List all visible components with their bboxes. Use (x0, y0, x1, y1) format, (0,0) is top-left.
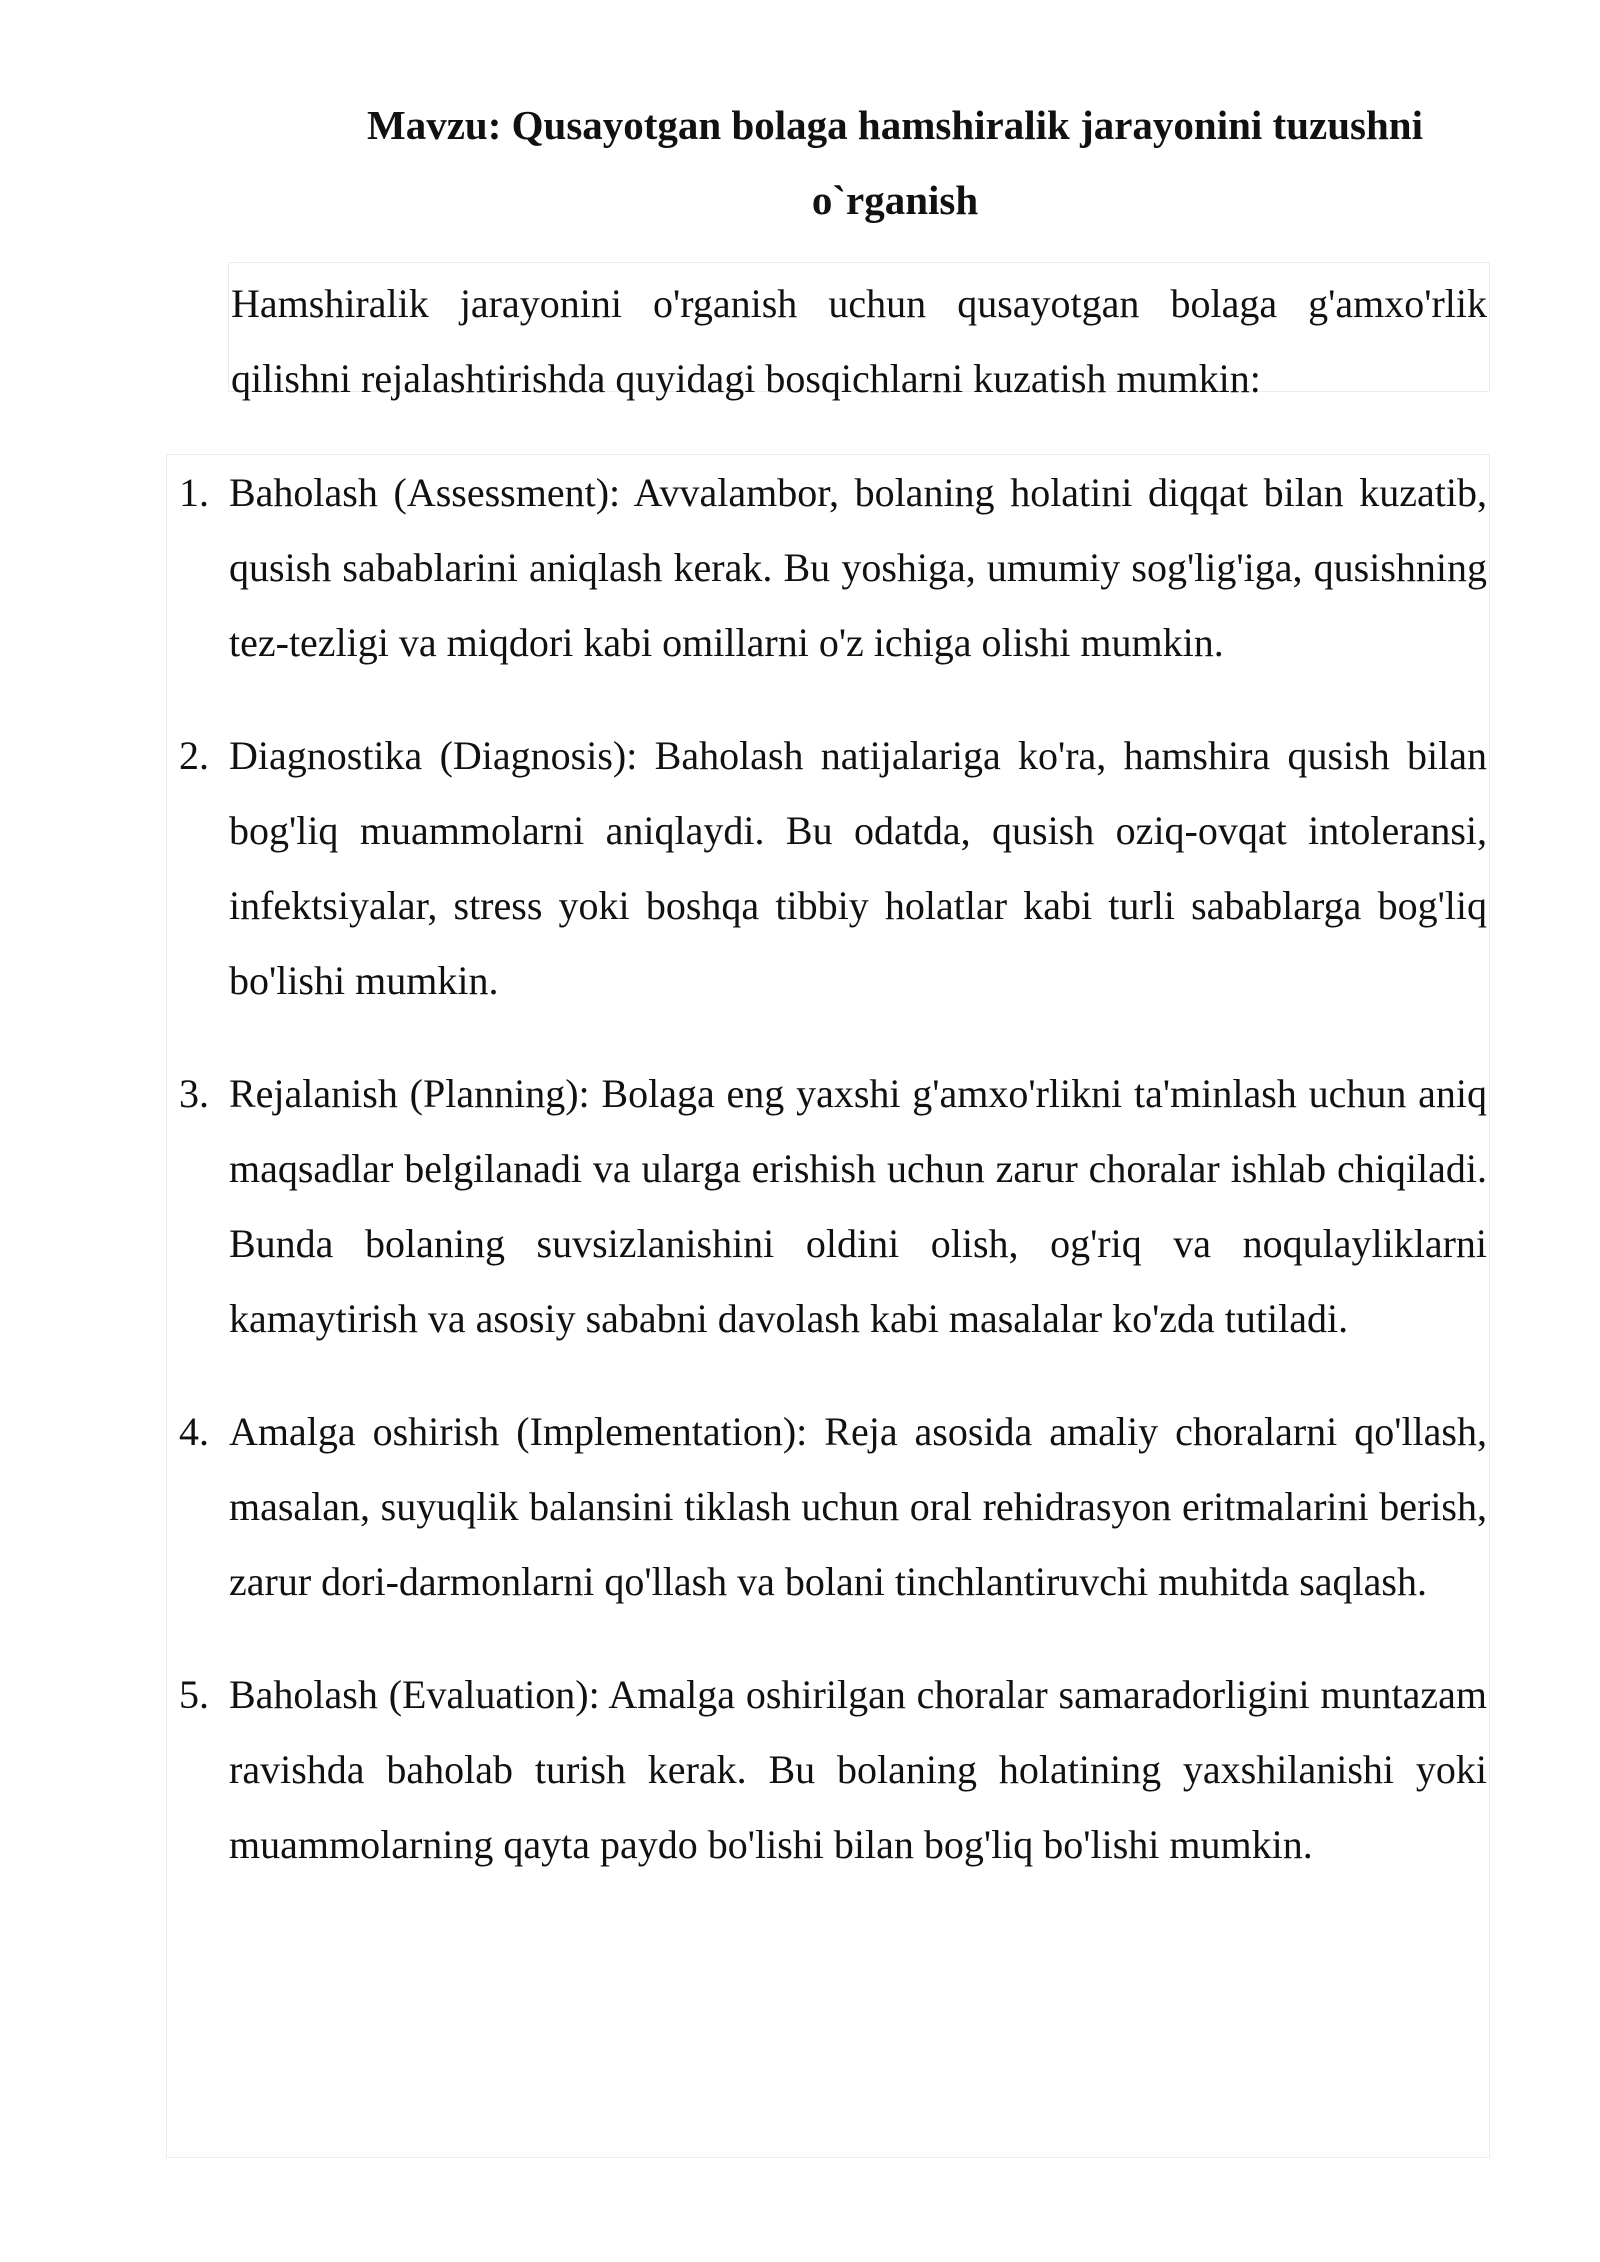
list-item-text: Baholash (Evaluation): Amalga oshirilgan choralar samaradorligini muntazam ravishda baholab turish kerak. Bu bolaning holatining yaxshilanishi yoki muammolarning qayta paydo bo'lishi bilan bog'liq bo'lishi mumkin. (229, 1672, 1487, 1867)
list-item (179, 718, 1487, 1018)
list-item (179, 1657, 1487, 1882)
list-item (179, 455, 1487, 680)
list-item-number: 5. (179, 1672, 209, 1717)
intro-paragraph-box (228, 262, 1490, 401)
steps-list (179, 455, 1487, 1882)
list-item-number: 4. (179, 1409, 209, 1454)
list-item-number: 3. (179, 1071, 209, 1116)
list-item-text: Diagnostika (Diagnosis): Baholash natijalariga ko'ra, hamshira qusish bilan bog'liq muammolarni aniqlaydi. Bu odatda, qusish oziq-ovqat intoleransi, infektsiyalar, stress yoki boshqa tibbiy holatlar kabi turli sabablarga bog'liq bo'lishi mumkin. (229, 733, 1487, 1003)
list-item-text: Rejalanish (Planning): Bolaga eng yaxshi g'amxo'rlikni ta'minlash uchun aniq maqsadlar belgilanadi va ularga erishish uchun zarur choralar ishlab chiqiladi. Bunda bolaning suvsizlanishini oldini olish, og'riq va noqulayliklarni kamaytirish va asosiy sababni davolash kabi masalalar ko'zda tutiladi. (229, 1071, 1487, 1341)
list-item-number: 2. (179, 733, 209, 778)
title-line-2: o`rganish (811, 177, 979, 223)
document-title (330, 88, 1460, 238)
intro-paragraph: Hamshiralik jarayonini o'rganish uchun qusayotgan bolaga g'amxo'rlik qilishni rejalashtirishda quyidagi bosqichlarni kuzatish mumkin: (231, 281, 1487, 401)
title-line-1: Mavzu: Qusayotgan bolaga hamshiralik jarayonini tuzushni (367, 102, 1423, 148)
list-item-text: Amalga oshirish (Implementation): Reja asosida amaliy choralarni qo'llash, masalan, suyuqlik balansini tiklash uchun oral rehidrasyon eritmalarini berish, zarur dori-darmonlarni qo'llash va bolani tinchlantiruvchi muhitda saqlash. (229, 1409, 1487, 1604)
list-item-number: 1. (179, 470, 209, 515)
list-item-text: Baholash (Assessment): Avvalambor, bolaning holatini diqqat bilan kuzatib, qusish sabablarini aniqlash kerak. Bu yoshiga, umumiy sog'lig'iga, qusishning tez-tezligi va miqdori kabi omillarni o'z ichiga olishi mumkin. (229, 470, 1487, 665)
list-item (179, 1056, 1487, 1356)
list-item (179, 1394, 1487, 1619)
steps-box (166, 454, 1490, 2158)
